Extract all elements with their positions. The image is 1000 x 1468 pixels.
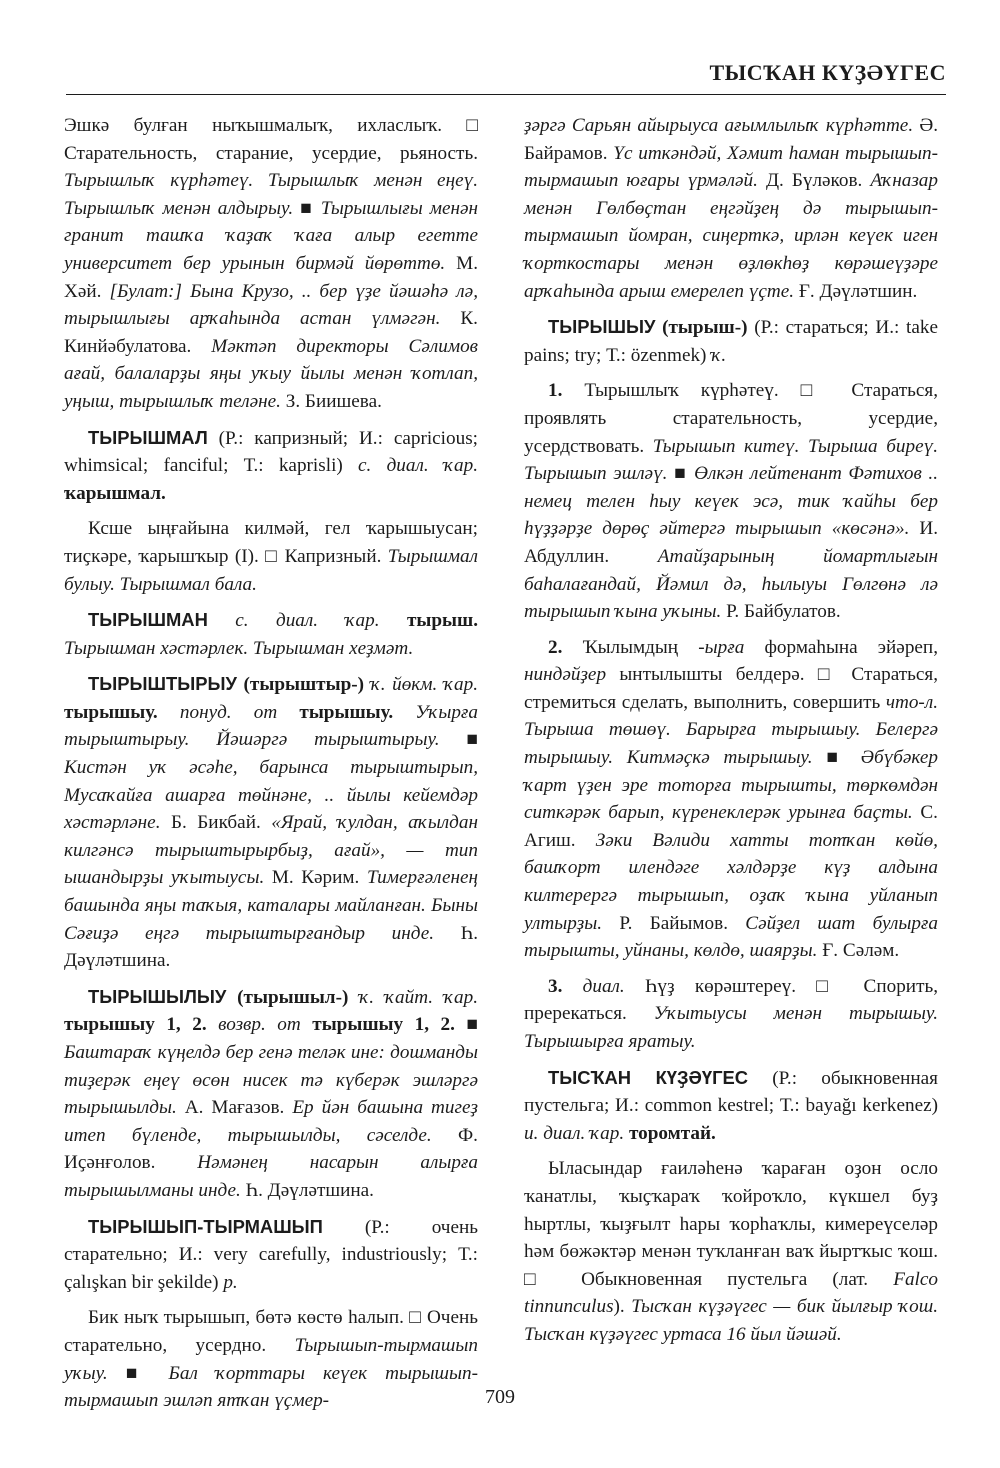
text-run: Ғ. Дәүләтшин. bbox=[794, 280, 918, 302]
italic-text: Уҡырға тырыштырыу. Йәшәргә тырыштырыу. bbox=[64, 701, 479, 751]
text-run: Б. Бикбай. bbox=[160, 812, 272, 834]
text-run: М. Кәрим. bbox=[264, 867, 367, 889]
text-run: ). bbox=[613, 1296, 632, 1318]
italic-text: Тырышып китеү. Тырыша биреү. Тырышып эшләү. bbox=[524, 435, 938, 485]
bold-text: тырышыу. bbox=[64, 701, 158, 723]
dictionary-paragraph bbox=[524, 313, 938, 369]
text-run bbox=[237, 674, 244, 695]
text-run: Һ. Дәүләтшина. bbox=[240, 1179, 374, 1201]
text-run bbox=[207, 1014, 219, 1035]
italic-text: Аҡназар менән Гөлбөҫтан еңгәйҙең дә тырышып-тырмашып йомран, сиңерткә, ирлән кеүек иген ҡорткостары менән өҙлөкһөҙ көрәшеүҙәре арҡаһында арыш емерелеп үҫте. bbox=[524, 170, 938, 302]
bold-text: 3. bbox=[548, 975, 563, 997]
italic-text: Мәктәп директоры Сәлимов ағай, балаларҙы яңы уҡыу йылы менән ҡотлап, уңыш, тырышлыҡ теләне. bbox=[64, 335, 478, 412]
italic-text: Тырышып-тырмашып уҡыу. bbox=[64, 1334, 478, 1384]
text-run bbox=[364, 674, 371, 695]
text-run: Д. Бүләков. bbox=[757, 170, 871, 192]
headword: ТЫРЫШМАЛ bbox=[88, 426, 208, 448]
italic-text: с. диал. ҡар. bbox=[235, 610, 380, 632]
text-run: (Р.: очень старательно; И.: very carefully, industriously; Т.: çalışkan bir şekilde) bbox=[64, 1216, 478, 1293]
headword: ТЫРЫШЫП-ТЫРМАШЫП bbox=[88, 1215, 323, 1237]
text-run: (Р.: стараться; И.: take pains; try; Т.: özenmek) bbox=[524, 317, 939, 366]
text-run: И. Абдуллин. bbox=[524, 518, 938, 567]
bold-text: ҡарышмал. bbox=[64, 482, 166, 504]
dictionary-paragraph bbox=[524, 377, 938, 625]
text-run: Р. Байбулатов. bbox=[721, 601, 841, 623]
text-run: С. Агиш. bbox=[524, 802, 938, 851]
text-run bbox=[208, 610, 235, 631]
dictionary-paragraph bbox=[524, 634, 938, 965]
text-run: Ф. Иҫәнғолов. bbox=[64, 1124, 478, 1174]
text-run: ■ bbox=[667, 463, 695, 485]
dictionary-paragraph bbox=[64, 670, 478, 975]
bold-text: (тырыштыр-) bbox=[243, 674, 365, 696]
bold-text: тырышыу 1, 2. bbox=[64, 1014, 207, 1036]
right-column bbox=[524, 112, 938, 1357]
italic-text: диал. bbox=[582, 975, 625, 997]
text-run: З. Биишева. bbox=[280, 390, 382, 412]
italic-text: Нәмәнең насарын алырға тырышылманы инде. bbox=[64, 1152, 478, 1201]
text-run bbox=[301, 1014, 313, 1035]
italic-text: Тысҡан күҙәүгес — бик йылғыр ҡош. Тысҡан күҙәүгес уртаса 16 йыл йәшәй. bbox=[524, 1296, 938, 1345]
bold-text: (тырышыл-) bbox=[237, 986, 349, 1008]
text-run bbox=[348, 987, 359, 1008]
italic-text: Үс иткәндәй, Хәмит һаман тырышып-тырмашып юғары үрмәләй. bbox=[524, 142, 938, 192]
italic-text: с. диал. ҡар. bbox=[358, 455, 478, 477]
bold-text: тырыш. bbox=[406, 610, 479, 632]
italic-text: ниндәйҙер bbox=[524, 664, 607, 686]
text-run: формаһына эйәреп, bbox=[744, 636, 938, 658]
text-run: Ҡылымдың bbox=[562, 636, 699, 658]
text-run: (Р.: обыкновенная пустельга; И.: common kestrel; Т.: bayağı kerkenez) bbox=[524, 1067, 938, 1117]
italic-text: Өлкән лейтенант Фәтихов .. немец телен һыу кеүек эсә, тик ҡайһы бер һүҙҙәрҙе дөрөҫ әйтергә тырышып «көсәнә». bbox=[524, 463, 938, 540]
dictionary-paragraph bbox=[524, 973, 938, 1056]
header-rule bbox=[66, 94, 946, 95]
text-run: ■ bbox=[454, 1014, 479, 1036]
headword: ТЫРЫШМАН bbox=[88, 609, 208, 631]
bold-text: тырышыу 1, 2. bbox=[312, 1014, 455, 1036]
text-run: (Р.: капризный; И.: capricious; whimsical; fanciful; Т.: kaprisli) bbox=[64, 427, 478, 477]
text-run: Ксше ыңғайына килмәй, гел ҡарышыусан; тиҫкәре, ҡарышҡыр (I). □ Капризный. bbox=[64, 518, 478, 567]
bold-text: 2. bbox=[548, 636, 563, 658]
headword: ТЫСҠАН КҮҘӘҮГЕС bbox=[548, 1066, 749, 1088]
text-run: ■ bbox=[439, 729, 479, 751]
dictionary-paragraph bbox=[64, 1213, 478, 1297]
italic-text: Falco tinnunculus bbox=[524, 1268, 938, 1318]
page-number: 709 bbox=[485, 1386, 515, 1408]
text-run bbox=[380, 610, 407, 631]
bold-text: тырышыу. bbox=[299, 701, 394, 723]
italic-text: Бал ҡорттары кеүек тырышып-тырмашып эшләп ятҡан үҫмер- bbox=[64, 1362, 478, 1412]
dictionary-paragraph bbox=[64, 983, 478, 1205]
text-run: Ә. Байрамов. bbox=[524, 115, 938, 164]
text-run: ■ bbox=[107, 1362, 169, 1384]
italic-text: ҡ. bbox=[711, 344, 727, 366]
continued-paragraph bbox=[64, 112, 478, 416]
dictionary-paragraph bbox=[64, 606, 478, 662]
italic-text: Баштараҡ күңелдә бер генә теләк ине: дошманды тиҙерәк еңеү өсөн нисек тә күберәк эшләргә тырышылды. bbox=[64, 1042, 478, 1119]
text-run bbox=[277, 702, 299, 723]
text-run: К. Кинйәбулатова. bbox=[64, 308, 478, 357]
italic-text: Ер йән башына тигеҙ итеп бүленде, тырышылды, сәселде. bbox=[64, 1097, 478, 1146]
headword: ТЫРЫШЫУ bbox=[548, 316, 656, 338]
italic-text: -ырға bbox=[698, 636, 745, 658]
bold-text: 1. bbox=[548, 380, 563, 402]
italic-text: ҡ. йөкм. ҡар. bbox=[370, 674, 478, 696]
italic-text: Кистән уҡ әсәһе, барынса тырыштырып, Мусаҡайға ашарға төйнәне, .. йылы кейемдәр хәстәрләне. bbox=[64, 757, 478, 834]
text-run: Р. Байымов. bbox=[602, 912, 746, 934]
text-run bbox=[562, 976, 582, 997]
italic-text: Әбүбәкер ҡарт үҙен эре тоторға тырышты, төркөмдән ситкәрәк барып, күренеклерәк урынға баҫты. bbox=[524, 747, 938, 824]
headword: ТЫРЫШЫЛЫУ bbox=[88, 985, 227, 1007]
italic-text: ҡ. ҡайт. ҡар. bbox=[359, 986, 479, 1008]
text-run bbox=[158, 702, 180, 723]
continued-paragraph bbox=[524, 112, 938, 305]
dictionary-paragraph bbox=[524, 1155, 938, 1348]
italic-text: возвр. от bbox=[218, 1014, 301, 1036]
italic-text: [Булат:] Бына Крузо, .. бер үҙе йәшәһә лә, тырышлығы арҡаһында астан үлмәгән. bbox=[64, 280, 478, 330]
italic-text: Тимерғәленең башында яңы таҡыя, каталары майланған. Быны Сәғиҙә еңгә тырыштырғандыр инде. bbox=[64, 867, 479, 944]
text-run: ■ bbox=[812, 747, 861, 769]
text-run: ынтылышты белдерә. □ Стараться, стремиться сделать, выполнить, совершить bbox=[524, 664, 938, 713]
text-run: Эшкә булған ныҡышмалыҡ, ихласлыҡ. □ Старательность, старание, усердие, рьяность. bbox=[64, 115, 478, 164]
text-run: Ғ. Сәләм. bbox=[817, 940, 900, 962]
italic-text: и. диал. ҡар. bbox=[524, 1122, 625, 1144]
dictionary-paragraph bbox=[64, 515, 478, 598]
dictionary-paragraph bbox=[524, 1064, 938, 1148]
italic-text: что-л. Тырыша төшөү. Барырға тырышыу. Белергә тырышыу. Китмәҫкә тырышыу. bbox=[524, 691, 938, 769]
italic-text: р. bbox=[223, 1271, 238, 1293]
headword: ТЫРЫШТЫРЫУ bbox=[88, 673, 237, 695]
italic-text: Уҡытыусы менән тырышыу. Тырышырға яратыу. bbox=[524, 1003, 938, 1052]
italic-text: ҙәргә Сарьян айырыуса ағымлылыҡ күрһәтте. bbox=[524, 115, 914, 136]
bold-text: (тырыш-) bbox=[662, 317, 748, 339]
left-column bbox=[64, 112, 478, 1423]
italic-text: Тырышман хәстәрлек. Тырышман хеҙмәт. bbox=[64, 637, 414, 659]
text-run bbox=[393, 702, 415, 723]
text-run: Ыласындар ғаиләһенә ҡараған оҙон осло ҡанатлы, ҡыҫҡараҡ ҡойроҡло, күкшел буҙ һыртлы, ҡыҙғылт һары ҡорһаҡлы, кимереүселәр һәм бөжәктәр менән туҡланған ваҡ йыртҡыс ҡош. □ Обыкновенная пустельга (лат. bbox=[524, 1158, 938, 1290]
bold-text: торомтай. bbox=[628, 1122, 716, 1144]
italic-text: понуд. от bbox=[179, 701, 278, 723]
dictionary-paragraph bbox=[64, 424, 478, 508]
italic-text: Атайҙарының йомартлығын баһалағандай, Йәмил дә, һылыуы Гөлгөнә лә тырышып ҡына уҡыны. bbox=[524, 545, 938, 623]
italic-text: Сәйҙел шат булырға тырышты, уйнаны, көлдө, шаярҙы. bbox=[524, 912, 938, 962]
text-run: М. Хәй. bbox=[64, 252, 479, 302]
text-run: А. Мағазов. bbox=[176, 1097, 293, 1119]
text-run: Бик ныҡ тырышып, бөтә көстө һалып. □ Очень старательно, усердно. bbox=[64, 1307, 478, 1356]
italic-text: Тырышлыҡ күрһәтеү. Тырышлыҡ менән еңеү. Тырышлыҡ менән алдырыу. bbox=[64, 170, 478, 219]
text-run: Тырышлыҡ күрһәтеү. □ Стараться, проявлять старательность, усердие, усердствовать. bbox=[524, 380, 938, 457]
running-head: ТЫСҠАН КҮҘӘҮГЕС bbox=[709, 60, 946, 85]
text-run: ■ bbox=[293, 197, 321, 219]
text-run: Һ. Дәүләтшина. bbox=[64, 922, 478, 972]
italic-text: Зәки Вәлиди хатты тотҡан көйө, башҡорт илендәге хәлдәрҙе күҙ алдына килтерергә тырышып, оҙаҡ ҡына уйланып ултырҙы. bbox=[524, 829, 938, 934]
text-run bbox=[226, 987, 237, 1008]
italic-text: «Ярай, ҡулдан, аҡылдан килгәнсә тырыштырырбыҙ, ағай», — тип ышандырҙы уҡытыусы. bbox=[64, 812, 478, 889]
text-run: Һүҙ көрәштереү. □ Спорить, пререкаться. bbox=[524, 975, 939, 1025]
italic-text: Тырышлығы менән гранит ташҡа ҡаҙаҡ ҡаға алыр егетте университет бер урынын бирмәй йөрөттө. bbox=[64, 197, 479, 274]
italic-text: Тырышмал булыу. Тырышмал бала. bbox=[64, 545, 478, 595]
